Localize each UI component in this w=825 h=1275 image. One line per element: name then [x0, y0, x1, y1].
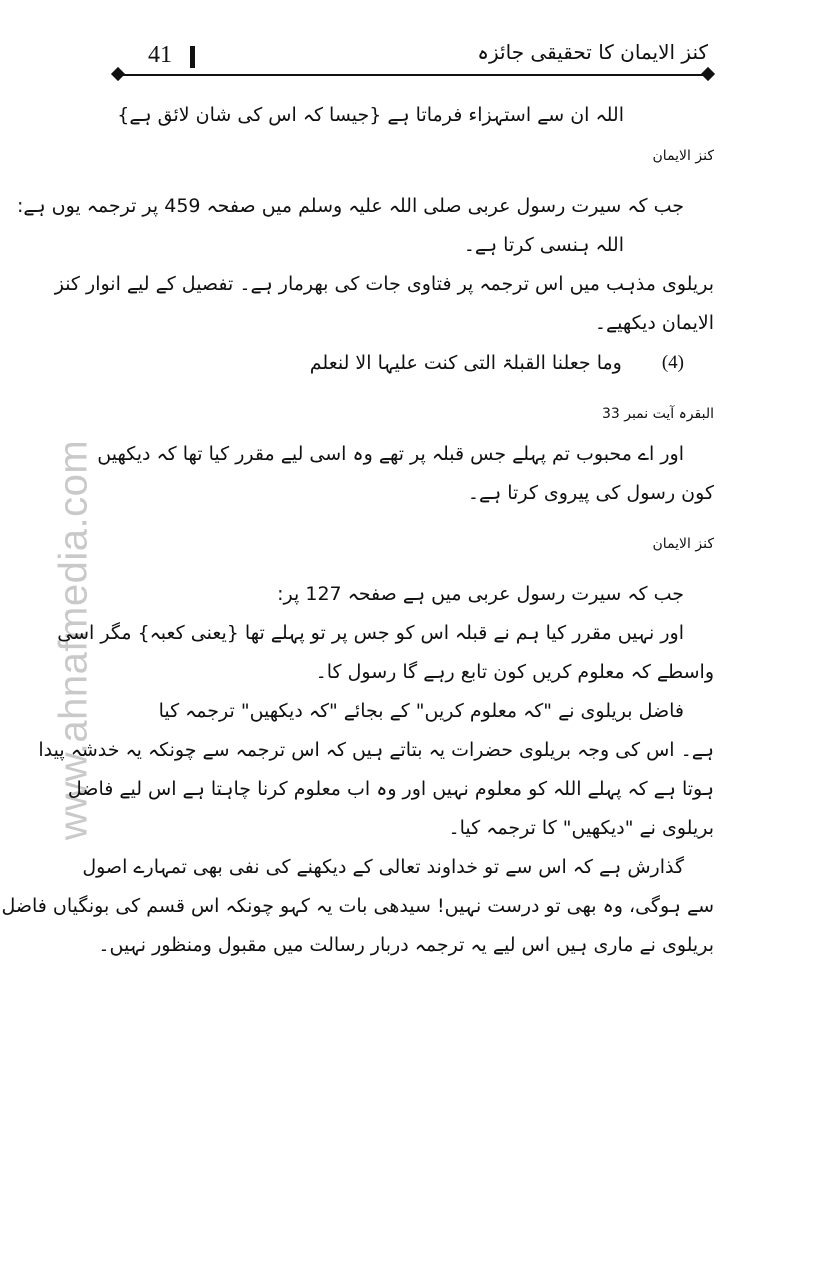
- verse-row: [112, 343, 714, 383]
- paragraph-line: فاضل بریلوی نے "کہ معلوم کریں" کے بجائے "کہ دیکھیں" ترجمہ کیا: [158, 700, 684, 722]
- paragraph-line: اللہ ہنسی کرتا ہے۔: [463, 234, 624, 256]
- verse-number: (4): [661, 352, 684, 373]
- verse-reference: البقرہ آیت نمبر 33: [601, 406, 714, 422]
- paragraph-line: کون رسول کی پیروی کرتا ہے۔: [467, 482, 714, 504]
- page-number-bar: [190, 46, 195, 68]
- top-line: اللہ ان سے استہزاء فرماتا ہے {جیسا کہ اس کی شان لائق ہے}: [117, 104, 624, 126]
- paragraph-line: جب کہ سیرت رسول عربی میں ہے صفحہ 127 پر:: [277, 583, 684, 605]
- book-title: کنز الایمان کا تحقیقی جائزہ: [477, 40, 708, 64]
- paragraph-line: ہوتا ہے کہ پہلے اللہ کو معلوم نہیں اور وہ اب معلوم کرنا چاہتا ہے اس لیے فاضل: [67, 778, 714, 800]
- paragraph-line: جب کہ سیرت رسول عربی صلی اللہ علیہ وسلم میں صفحہ 459 پر ترجمہ یوں ہے:: [16, 195, 684, 217]
- watermark-text: www.ahnafmedia.com: [51, 439, 96, 841]
- verse-text: وما جعلنا القبلۃ التی کنت علیہا الا لنعلم: [309, 352, 622, 374]
- paragraph-line: گذارش ہے کہ اس سے تو خداوند تعالی کے دیکھنے کی نفی بھی تمہارے اصول: [82, 856, 684, 878]
- page-header: [118, 40, 708, 80]
- rule-left-diamond-icon: [111, 67, 125, 81]
- paragraph-line: الایمان دیکھیے۔: [594, 312, 714, 334]
- paragraph-line: بریلوی نے "دیکھیں" کا ترجمہ کیا۔: [448, 817, 714, 839]
- paragraph-line: ہے۔ اس کی وجہ بریلوی حضرات یہ بتاتے ہیں کہ اس ترجمہ سے چونکہ یہ خدشہ پیدا: [38, 739, 714, 761]
- paragraph-line: بریلوی نے ماری ہیں اس لیے یہ ترجمہ دربار رسالت میں مقبول ومنظور نہیں۔: [98, 934, 714, 956]
- rule-right-diamond-icon: [701, 67, 715, 81]
- page-number: 41: [148, 42, 172, 68]
- paragraph-line: سے ہوگی، وہ بھی تو درست نہیں! سیدھی بات یہ کہو چونکہ اس قسم کی بونگیاں فاضل: [1, 895, 714, 917]
- paragraph-line: بریلوی مذہب میں اس ترجمہ پر فتاوی جات کی بھرمار ہے۔ تفصیل کے لیے انوار کنز: [54, 273, 714, 295]
- paragraph-line: واسطے کہ معلوم کریں کون تابع رہے گا رسول کا۔: [315, 661, 714, 683]
- paragraph-line: اور اے محبوب تم پہلے جس قبلہ پر تھے وہ اسی لیے مقرر کیا تھا کہ دیکھیں: [97, 443, 684, 465]
- section-heading-kanz-1: کنز الایمان: [652, 148, 714, 164]
- section-heading-kanz-2: کنز الایمان: [652, 536, 714, 552]
- paragraph-line: اور نہیں مقرر کیا ہم نے قبلہ اس کو جس پر تو پہلے تھا {یعنی کعبہ} مگر اسی: [57, 622, 684, 644]
- header-rule: [118, 74, 708, 76]
